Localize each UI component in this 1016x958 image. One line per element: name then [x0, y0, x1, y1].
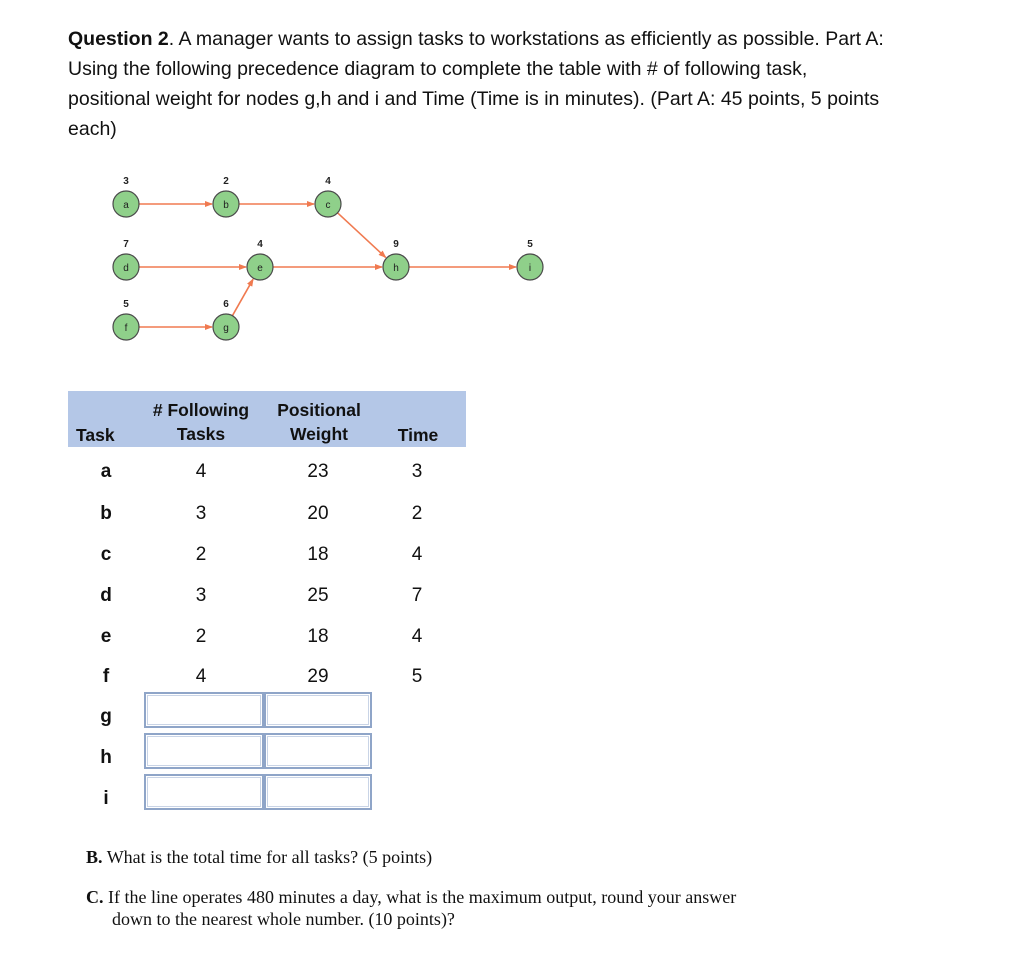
node-d [113, 239, 139, 280]
row-time: 2 [411, 503, 423, 524]
table-header [68, 391, 466, 447]
part-b-text: What is the total time for all tasks? (5 points) [102, 847, 433, 867]
diagram-nodes [113, 176, 543, 340]
node-time-label: 4 [257, 239, 263, 250]
header-following-tasks [146, 398, 256, 446]
row-task: e [100, 626, 112, 647]
node-label: i [528, 263, 532, 274]
table-row [68, 543, 466, 583]
row-task: g [100, 706, 112, 727]
node-label: b [223, 200, 229, 211]
node-i [517, 239, 543, 280]
row-task: d [100, 585, 112, 606]
question-line-2: Using the following precedence diagram to complete the table with # of following task, [68, 58, 808, 80]
question-number: Question 2 [68, 28, 169, 50]
row-task: a [100, 461, 112, 482]
header-weight-line2: Weight [289, 424, 348, 444]
node-label: d [123, 263, 129, 274]
answer-box-i-following[interactable] [144, 774, 264, 810]
part-c-text-line2: down to the nearest whole number. (10 points)? [112, 909, 455, 929]
node-label: c [325, 200, 331, 211]
node-time-label: 5 [123, 299, 129, 310]
table-row [68, 460, 466, 500]
row-task: h [100, 747, 112, 768]
row-weight: 23 [307, 461, 329, 482]
node-time-label: 5 [527, 239, 533, 250]
node-b [213, 176, 239, 217]
header-time: Time [397, 425, 439, 445]
node-label: g [223, 323, 229, 334]
row-weight: 18 [307, 544, 329, 565]
node-time-label: 7 [123, 239, 129, 250]
node-time-label: 6 [223, 299, 229, 310]
row-following: 2 [195, 544, 207, 565]
node-label: f [124, 323, 128, 334]
answer-box-g-following[interactable] [144, 692, 264, 728]
node-time-label: 2 [223, 176, 229, 187]
question-line-3: positional weight for nodes g,h and i and Time (Time is in minutes). (Part A: 45 points, 5 points [68, 88, 880, 110]
row-task: f [102, 666, 110, 687]
node-time-label: 3 [123, 176, 129, 187]
node-h [383, 239, 409, 280]
node-e [247, 239, 273, 280]
table-row [68, 584, 466, 624]
row-time: 4 [411, 626, 423, 647]
node-label: e [257, 263, 263, 274]
answer-box-h-weight[interactable] [264, 733, 372, 769]
header-task: Task [76, 425, 115, 445]
row-following: 2 [195, 626, 207, 647]
node-label: a [123, 200, 129, 211]
row-task: c [100, 544, 112, 565]
answer-box-i-weight[interactable] [264, 774, 372, 810]
node-label: h [393, 263, 399, 274]
part-b-question [86, 846, 432, 868]
header-weight-line1: Positional [277, 400, 361, 420]
node-a [113, 176, 139, 217]
row-weight: 29 [307, 666, 329, 687]
table-row [68, 625, 466, 665]
row-following: 4 [195, 461, 207, 482]
edge-c-h [338, 213, 386, 258]
row-time: 4 [411, 544, 423, 565]
row-following: 3 [195, 585, 207, 606]
row-task: i [103, 788, 109, 809]
row-time: 7 [411, 585, 423, 606]
part-c-text-line1: If the line operates 480 minutes a day, what is the maximum output, round your answer [103, 887, 737, 907]
header-following-line2: Tasks [176, 424, 226, 444]
answer-box-g-weight[interactable] [264, 692, 372, 728]
header-following-line1: # Following [152, 400, 250, 420]
table-row [68, 502, 466, 542]
question-line-4: each) [68, 118, 117, 140]
edge-g-e [232, 279, 253, 316]
node-time-label: 9 [393, 239, 399, 250]
part-c-question [86, 886, 886, 930]
row-weight: 18 [307, 626, 329, 647]
diagram-edges [139, 204, 516, 327]
node-g [213, 299, 239, 340]
answer-box-h-following[interactable] [144, 733, 264, 769]
row-task: b [100, 503, 112, 524]
question-line-1: . A manager wants to assign tasks to workstations as efficiently as possible. Part A: [168, 28, 884, 50]
node-time-label: 4 [325, 176, 331, 187]
node-c [315, 176, 341, 217]
row-weight: 20 [307, 503, 329, 524]
row-time: 5 [411, 666, 423, 687]
part-b-label: B. [86, 847, 103, 867]
header-positional-weight [264, 398, 374, 446]
row-time: 3 [411, 461, 423, 482]
precedence-diagram [0, 0, 1016, 380]
row-following: 4 [195, 666, 207, 687]
part-c-label: C. [86, 887, 104, 907]
node-f [113, 299, 139, 340]
row-following: 3 [195, 503, 207, 524]
row-weight: 25 [307, 585, 329, 606]
